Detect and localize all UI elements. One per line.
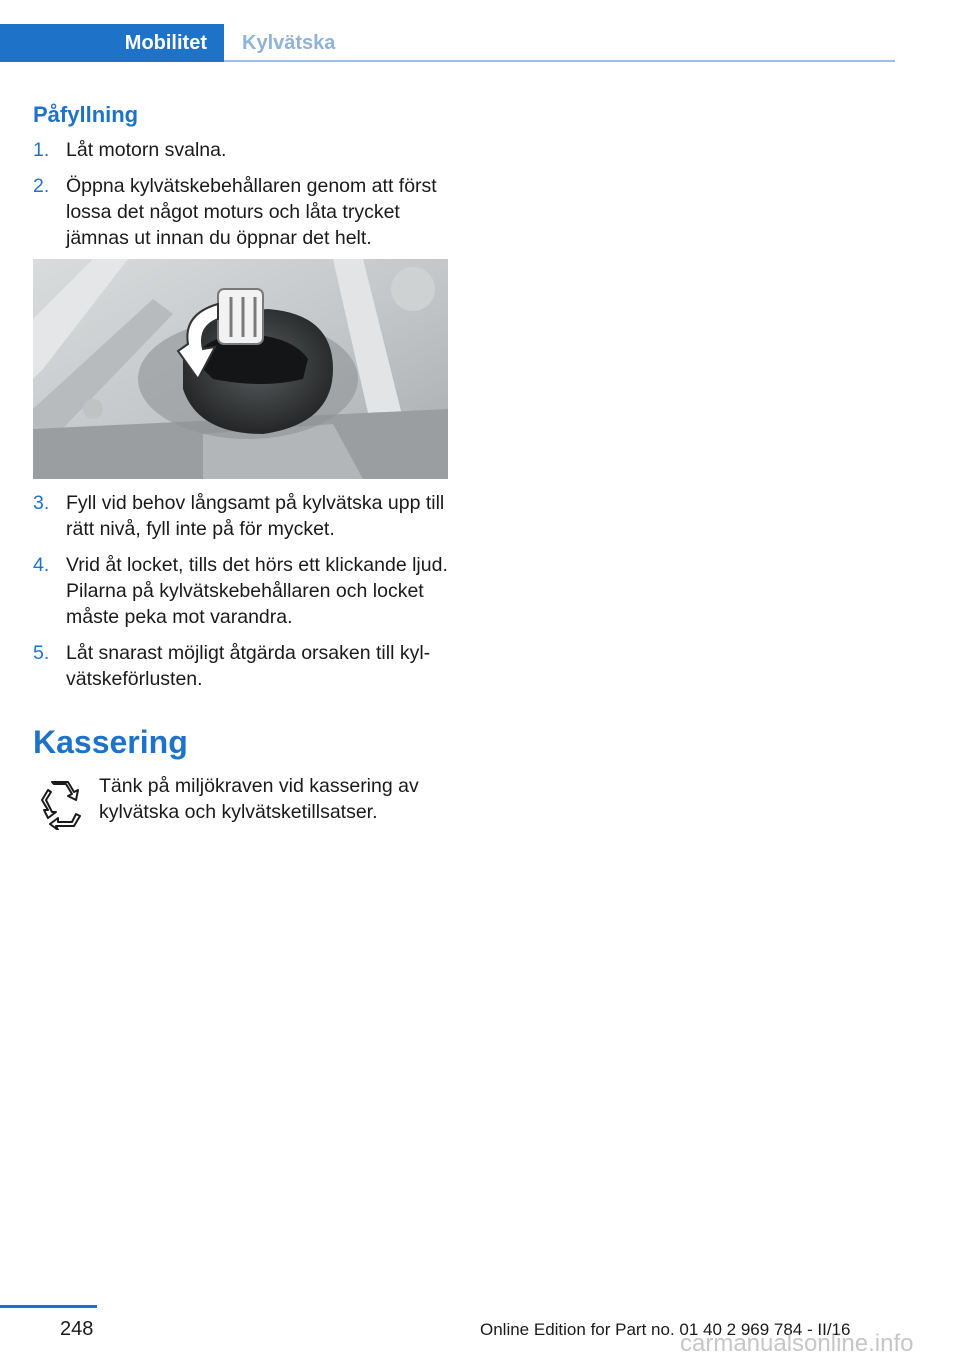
step-number: 5. <box>33 642 50 664</box>
step-number: 3. <box>33 492 50 514</box>
page-number: 248 <box>60 1318 94 1340</box>
step-text: Låt snarast möjligt åtgärda orsaken till kyl‐vätskeförlusten. <box>66 642 431 690</box>
list-item <box>33 137 453 163</box>
disposal-text: Tänk på miljökraven vid kassering av kylvätska och kylvätsketillsatser. <box>99 775 419 823</box>
header-tabs <box>0 24 895 62</box>
tab-kylvatska[interactable]: Kylvätska <box>242 31 336 54</box>
step-text: Öppna kylvätskebehållaren genom att först lossa det något moturs och låta trycket jämnas ut innan du öppnar det helt. <box>66 175 437 249</box>
footer-divider <box>0 1305 97 1308</box>
list-item <box>33 552 453 630</box>
coolant-reservoir-photo <box>33 259 448 479</box>
refill-steps-list-a <box>33 137 453 261</box>
tab-mobilitet[interactable]: Mobilitet <box>0 24 224 62</box>
recycle-icon <box>34 778 86 830</box>
list-item <box>33 173 453 251</box>
edition-text: Online Edition for Part no. 01 40 2 969 784 - II/16 <box>480 1320 851 1339</box>
step-text: Vrid åt locket, tills det hörs ett klickande ljud. Pilarna på kylvätskebehållaren och locket måste peka mot varandra. <box>66 554 448 628</box>
section-heading-refill: Påfyllning <box>33 102 139 127</box>
step-number: 1. <box>33 139 50 161</box>
step-text: Låt motorn svalna. <box>66 139 227 161</box>
list-item <box>33 490 453 542</box>
section-heading-disposal: Kassering <box>33 724 188 760</box>
watermark: carmanualsonline.info <box>680 1330 914 1357</box>
step-number: 4. <box>33 554 50 576</box>
refill-steps-list-b <box>33 490 453 702</box>
step-text: Fyll vid behov långsamt på kylvätska upp till rätt nivå, fyll inte på för mycket. <box>66 492 445 540</box>
header-divider <box>224 60 895 62</box>
step-number: 2. <box>33 175 50 197</box>
list-item <box>33 640 453 692</box>
